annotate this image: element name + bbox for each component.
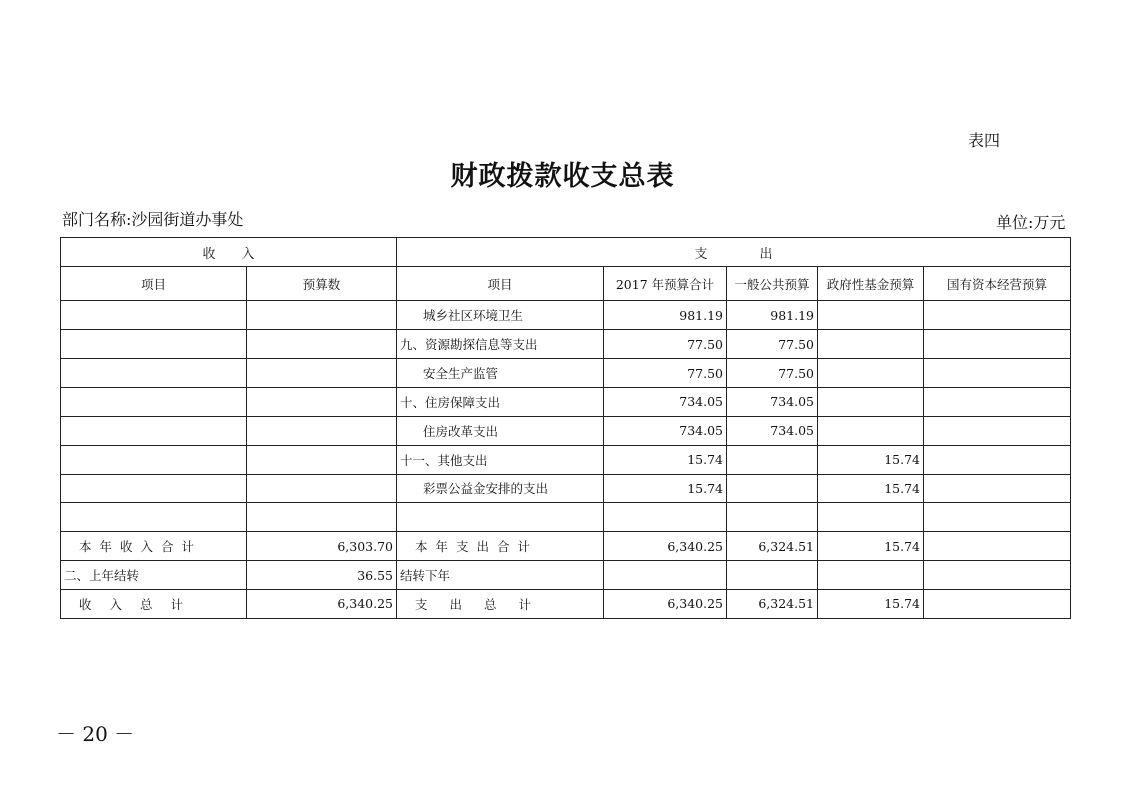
income-item-cell	[61, 301, 247, 330]
col-header-state-capital: 国有资本经营预算	[924, 267, 1071, 301]
table-row-grand-total	[61, 589, 1071, 618]
expense-item-cell: 城乡社区环境卫生	[397, 301, 604, 330]
capital-cell	[924, 301, 1071, 330]
income-item-cell	[61, 445, 247, 474]
income-value-cell	[247, 301, 397, 330]
income-value-cell: 6,340.25	[247, 589, 397, 618]
col-header-gov-fund: 政府性基金预算	[818, 267, 924, 301]
table-row	[61, 330, 1071, 359]
total-cell: 734.05	[604, 416, 727, 445]
col-header-general-public: 一般公共预算	[727, 267, 818, 301]
income-value-cell	[247, 445, 397, 474]
table-row	[61, 445, 1071, 474]
col-header-expense-item: 项目	[397, 267, 604, 301]
general-cell: 77.50	[727, 330, 818, 359]
income-item-cell	[61, 503, 247, 532]
income-item-cell: 收入总计	[61, 589, 247, 618]
general-cell	[727, 445, 818, 474]
income-value-cell: 6,303.70	[247, 532, 397, 561]
fund-cell: 15.74	[818, 474, 924, 503]
table-row	[61, 359, 1071, 388]
income-item-cell	[61, 359, 247, 388]
general-cell: 77.50	[727, 359, 818, 388]
fund-cell	[818, 387, 924, 416]
expense-item-cell: 支出总计	[397, 589, 604, 618]
expense-item-cell: 住房改革支出	[397, 416, 604, 445]
capital-cell	[924, 359, 1071, 388]
fund-cell: 15.74	[818, 445, 924, 474]
expense-item-cell	[397, 503, 604, 532]
general-cell: 734.05	[727, 416, 818, 445]
fund-cell: 15.74	[818, 532, 924, 561]
table-row	[61, 416, 1071, 445]
total-cell: 6,340.25	[604, 589, 727, 618]
total-cell	[604, 503, 727, 532]
table-row	[61, 503, 1071, 532]
income-value-cell	[247, 416, 397, 445]
total-cell: 15.74	[604, 474, 727, 503]
income-item-cell	[61, 387, 247, 416]
capital-cell	[924, 445, 1071, 474]
capital-cell	[924, 330, 1071, 359]
general-cell	[727, 503, 818, 532]
table-row	[61, 301, 1071, 330]
capital-cell	[924, 561, 1071, 590]
fund-cell	[818, 416, 924, 445]
total-cell: 77.50	[604, 359, 727, 388]
page-number: － 20 －	[56, 722, 135, 746]
capital-cell	[924, 589, 1071, 618]
general-cell: 734.05	[727, 387, 818, 416]
income-value-cell	[247, 359, 397, 388]
department-name: 部门名称:沙园街道办事处	[62, 210, 244, 229]
table-row-carryover	[61, 561, 1071, 590]
income-value-cell	[247, 330, 397, 359]
income-item-cell: 二、上年结转	[61, 561, 247, 590]
fund-cell	[818, 503, 924, 532]
general-cell: 981.19	[727, 301, 818, 330]
col-header-income-budget: 预算数	[247, 267, 397, 301]
expense-item-cell: 彩票公益金安排的支出	[397, 474, 604, 503]
fund-cell	[818, 301, 924, 330]
page-title: 财政拨款收支总表	[450, 161, 675, 192]
income-item-cell	[61, 474, 247, 503]
fund-cell	[818, 359, 924, 388]
fund-cell: 15.74	[818, 589, 924, 618]
capital-cell	[924, 474, 1071, 503]
budget-table	[60, 237, 1071, 619]
income-item-cell: 本年收入合计	[61, 532, 247, 561]
expense-item-cell: 十一、其他支出	[397, 445, 604, 474]
col-header-income-item: 项目	[61, 267, 247, 301]
capital-cell	[924, 532, 1071, 561]
income-value-cell	[247, 387, 397, 416]
income-band-header: 收 入	[61, 238, 397, 267]
total-cell	[604, 561, 727, 590]
table-row	[61, 387, 1071, 416]
table-label: 表四	[968, 131, 1001, 150]
expense-item-cell: 安全生产监管	[397, 359, 604, 388]
income-item-cell	[61, 416, 247, 445]
expense-item-cell: 本年支出合计	[397, 532, 604, 561]
total-cell: 6,340.25	[604, 532, 727, 561]
income-item-cell	[61, 330, 247, 359]
col-header-total-2017: 2017 年预算合计	[604, 267, 727, 301]
expense-item-cell: 十、住房保障支出	[397, 387, 604, 416]
table-row-current-year-total	[61, 532, 1071, 561]
total-cell: 981.19	[604, 301, 727, 330]
total-cell: 734.05	[604, 387, 727, 416]
general-cell	[727, 561, 818, 590]
capital-cell	[924, 416, 1071, 445]
income-value-cell: 36.55	[247, 561, 397, 590]
income-value-cell	[247, 474, 397, 503]
table-row	[61, 474, 1071, 503]
capital-cell	[924, 503, 1071, 532]
total-cell: 77.50	[604, 330, 727, 359]
general-cell: 6,324.51	[727, 532, 818, 561]
total-cell: 15.74	[604, 445, 727, 474]
fund-cell	[818, 561, 924, 590]
expense-band-header: 支 出	[397, 238, 1071, 267]
expense-item-cell: 结转下年	[397, 561, 604, 590]
unit-label: 单位:万元	[996, 213, 1066, 232]
income-value-cell	[247, 503, 397, 532]
fund-cell	[818, 330, 924, 359]
expense-item-cell: 九、资源勘探信息等支出	[397, 330, 604, 359]
general-cell	[727, 474, 818, 503]
general-cell: 6,324.51	[727, 589, 818, 618]
capital-cell	[924, 387, 1071, 416]
